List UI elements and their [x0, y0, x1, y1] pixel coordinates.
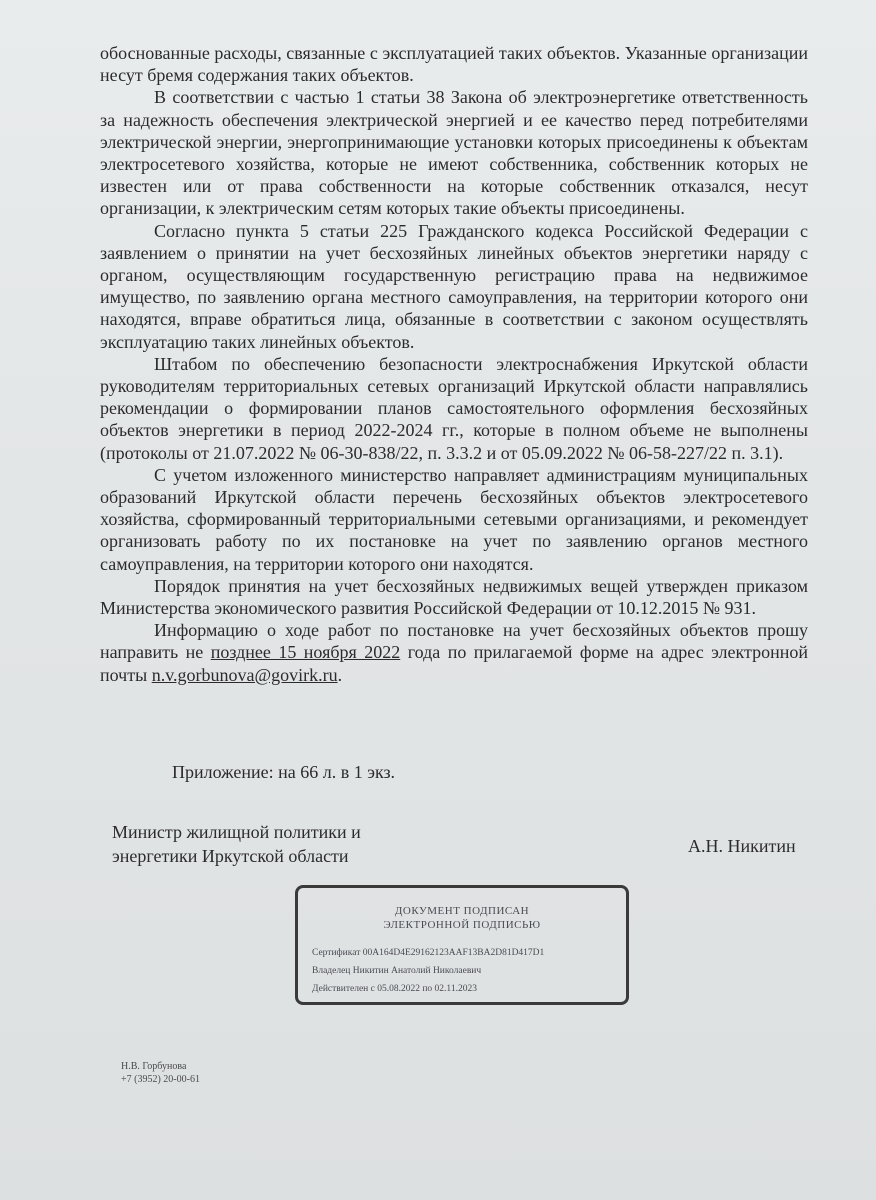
signer-name: А.Н. Никитин	[688, 836, 796, 856]
executor-phone: +7 (3952) 20-00-61	[121, 1074, 200, 1085]
request-text-middle: года по прилагаемой форме на адрес электронной почты	[100, 642, 808, 685]
paragraph-4: Штабом по обеспечению безопасности электроснабжения Иркутской области руководителям территориальных сетевых организаций Иркутской области направлялись рекомендации о формировании планов самостоятельного оформления бесхозяйных объектов энергетики в период 2022-2024 гг., которые в полном объеме не выполнены (протоколы от 21.07.2022 № 06-30-838/22, п. 3.3.2 и от 05.09.2022 № 06-58-227/22 п. 3.1).	[100, 353, 808, 463]
deadline-date: позднее 15 ноября 2022	[210, 642, 401, 663]
signer-position-line-1: Министр жилищной политики и	[112, 822, 361, 842]
executor-name: Н.В. Горбунова	[121, 1061, 187, 1072]
paragraph-3: Согласно пункта 5 статьи 225 Гражданского кодекса Российской Федерации с заявлением о принятии на учет бесхозяйных линейных объектов энергетики наряду с органом, осуществляющим государственную регистрацию права на недвижимое имущество, по заявлению органа местного самоуправления, на территории которого они находятся, вправе обратиться лица, обязанные в соответствии с законом осуществлять эксплуатацию таких линейных объектов.	[100, 220, 808, 352]
request-text: Информацию о ходе работ по постановке на учет бесхозяйных объектов прошу направить не	[100, 620, 808, 663]
stamp-certificate: Сертификат 00A164D4E29162123AAF13BA2D81D417D1	[312, 948, 545, 958]
paragraph-7	[100, 619, 808, 686]
paragraph-2: В соответствии с частью 1 статьи 38 Закона об электроэнергетике ответственность за надежность обеспечения электрической энергией и ее качество перед потребителями электрической энергии, энергопринимающие установки которых присоединены к объектам электросетевого хозяйства, которые не имеют собственника, собственник которых не известен или от права собственности на которые собственник отказался, несут организации, к электрическим сетям которых такие объекты присоединены.	[100, 87, 808, 219]
executor-info	[121, 1060, 200, 1086]
stamp-validity: Действителен с 05.08.2022 по 02.11.2023	[312, 984, 477, 994]
email-link[interactable]: n.v.gorbunova@govirk.ru	[151, 664, 338, 685]
stamp-title	[298, 904, 626, 932]
signer-position-line-2: энергетики Иркутской области	[112, 846, 349, 866]
letter-body	[100, 42, 808, 686]
paragraph-1: обоснованные расходы, связанные с эксплуатацией таких объектов. Указанные организации несут бремя содержания таких объектов.	[100, 43, 808, 86]
stamp-owner: Владелец Никитин Анатолий Николаевич	[312, 966, 482, 976]
paragraph-6: Порядок принятия на учет бесхозяйных недвижимых вещей утвержден приказом Министерства экономического развития Российской Федерации от 10.12.2015 № 931.	[100, 575, 808, 619]
stamp-title-line-1: ДОКУМЕНТ ПОДПИСАН	[394, 905, 530, 917]
signer-position	[112, 820, 361, 868]
request-text-end: .	[337, 664, 343, 685]
paragraph-5: С учетом изложенного министерство направляет администрациям муниципальных образований Иркутской области перечень бесхозяйных объектов электросетевого хозяйства, сформированный территориальными сетевыми организациями, и рекомендует организовать работу по их постановке на учет по заявлению органов местного самоуправления, на территории которого они находятся.	[100, 464, 808, 574]
attachment-note: Приложение: на 66 л. в 1 экз.	[172, 762, 396, 782]
electronic-signature-stamp	[295, 885, 629, 1005]
stamp-title-line-2: ЭЛЕКТРОННОЙ ПОДПИСЬЮ	[383, 919, 541, 931]
